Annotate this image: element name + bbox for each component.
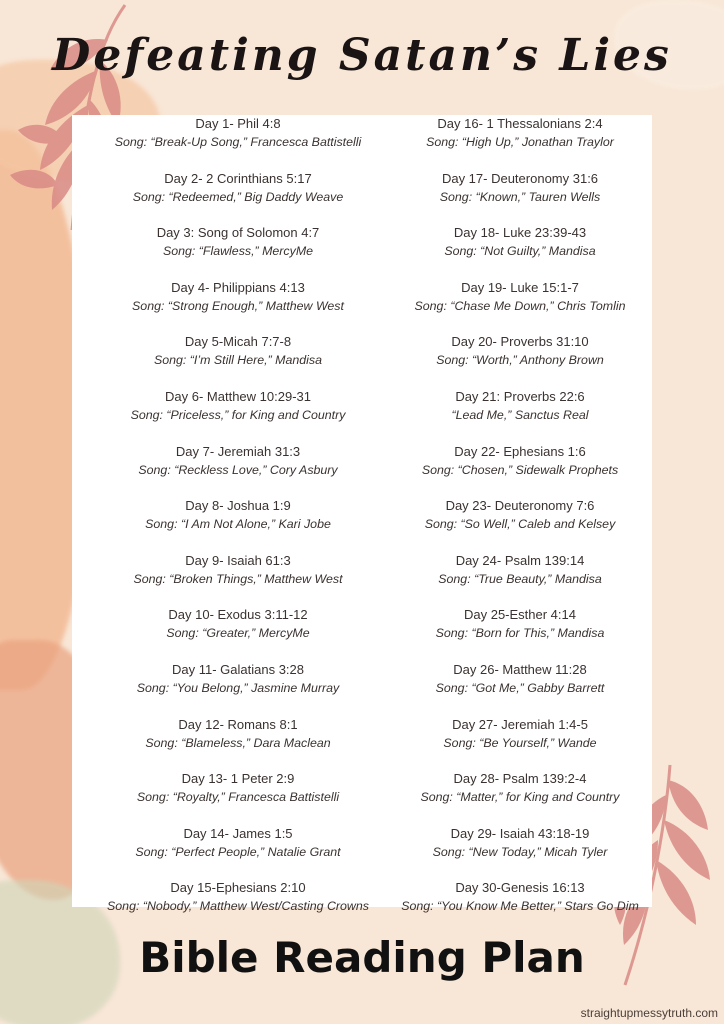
entry-day: Day 20- Proverbs 31:10	[451, 334, 589, 350]
entry-day: Day 17- Deuteronomy 31:6	[441, 170, 599, 186]
entry-song: Song: “Flawless,” MercyMe	[162, 244, 314, 259]
entry-day: Day 1- Phil 4:8	[195, 116, 281, 131]
plan-entry	[78, 170, 398, 225]
entry-day: Day 5-Micah 7:7-8	[184, 334, 292, 350]
entry-song: Song: “Nobody,” Matthew West/Casting Crowns	[107, 899, 369, 914]
entry-day: Day 23- Deuteronomy 7:6	[445, 498, 595, 514]
entry-song: Song: “Priceless,” for King and Country	[130, 407, 346, 422]
entry-day: Day 29- Isaiah 43:18-19	[450, 825, 590, 841]
plan-entry	[360, 661, 680, 716]
entry-day: Day 28- Psalm 139:2-4	[453, 771, 587, 787]
entry-day: Day 12- Romans 8:1	[178, 716, 298, 732]
entry-song: Song: “High Up,” Jonathan Traylor	[426, 135, 614, 149]
plan-entry	[360, 333, 680, 388]
entry-song: Song: “New Today,” Micah Tyler	[432, 844, 608, 859]
entry-song: Song: “Greater,” MercyMe	[166, 626, 310, 641]
entry-song: Song: “Redeemed,” Big Daddy Weave	[132, 189, 344, 204]
entry-day: Day 26- Matthew 11:28	[453, 661, 587, 677]
entry-day: Day 3: Song of Solomon 4:7	[156, 225, 320, 241]
plan-entry	[78, 388, 398, 443]
entry-day: Day 7- Jeremiah 31:3	[175, 443, 301, 459]
entry-song: Song: “Born for This,” Mandisa	[435, 626, 605, 641]
entry-song: Song: “So Well,” Caleb and Kelsey	[424, 517, 616, 532]
plan-entry	[78, 825, 398, 880]
entry-day: Day 16- 1 Thessalonians 2:4	[437, 116, 603, 131]
entry-day: Day 24- Psalm 139:14	[455, 552, 585, 568]
page-title: Defeating Satan’s Lies	[52, 30, 672, 81]
entry-day: Day 22- Ephesians 1:6	[454, 443, 586, 459]
entry-day: Day 19- Luke 15:1-7	[461, 279, 579, 295]
plan-entry	[78, 606, 398, 661]
entry-day: Day 6- Matthew 10:29-31	[165, 388, 311, 404]
plan-entry	[78, 552, 398, 607]
plan-entry	[78, 770, 398, 825]
entry-song: Song: “You Know Me Better,” Stars Go Dim	[401, 899, 639, 914]
plan-entry	[360, 279, 680, 334]
right-column	[360, 115, 680, 934]
plan-entry	[360, 770, 680, 825]
plan-entry	[360, 606, 680, 661]
entry-song: Song: “Reckless Love,” Cory Asbury	[138, 462, 338, 477]
plan-entry	[360, 224, 680, 279]
entry-day: Day 13- 1 Peter 2:9	[181, 771, 295, 787]
entry-day: Day 25-Esther 4:14	[463, 607, 576, 623]
entry-day: Day 14- James 1:5	[183, 825, 293, 841]
entry-song: Song: “Break-Up Song,” Francesca Battistelli	[114, 135, 362, 149]
plan-entry	[360, 443, 680, 498]
entry-day: Day 10- Exodus 3:11-12	[168, 607, 308, 623]
plan-entry	[78, 224, 398, 279]
entry-song: Song: “Chosen,” Sidewalk Prophets	[421, 462, 619, 477]
entry-day: Day 11- Galatians 3:28	[172, 661, 304, 677]
entry-song: Song: “Worth,” Anthony Brown	[436, 353, 604, 368]
entry-day: Day 21: Proverbs 22:6	[455, 388, 585, 404]
entry-day: Day 4- Philippians 4:13	[171, 279, 305, 295]
plan-entry	[78, 279, 398, 334]
entry-song: Song: “Matter,” for King and Country	[420, 790, 620, 805]
plan-entry	[360, 879, 680, 934]
entry-song: Song: “You Belong,” Jasmine Murray	[136, 680, 340, 695]
entry-day: Day 2- 2 Corinthians 5:17	[164, 170, 312, 186]
plan-entry	[360, 552, 680, 607]
entry-day: Day 8- Joshua 1:9	[185, 498, 291, 514]
plan-entry	[360, 388, 680, 443]
entry-song: Song: “Strong Enough,” Matthew West	[132, 298, 344, 313]
entry-song: Song: “Broken Things,” Matthew West	[133, 571, 343, 586]
plan-entry	[360, 170, 680, 225]
website-url: straightupmessytruth.com	[580, 1006, 718, 1020]
entry-song: “Lead Me,” Sanctus Real	[451, 407, 589, 422]
plan-entry	[78, 716, 398, 771]
entry-song: Song: “Known,” Tauren Wells	[439, 189, 601, 204]
plan-entry	[78, 661, 398, 716]
entry-day: Day 18- Luke 23:39-43	[453, 225, 587, 241]
plan-heading: Bible Reading Plan	[139, 933, 585, 982]
entry-song: Song: “Chase Me Down,” Chris Tomlin	[414, 298, 626, 313]
plan-entry	[360, 115, 680, 170]
plan-entry	[360, 497, 680, 552]
entry-song: Song: “Be Yourself,” Wande	[443, 735, 597, 750]
entry-song: Song: “Blameless,” Dara Maclean	[145, 735, 331, 750]
entry-song: Song: “I’m Still Here,” Mandisa	[153, 353, 323, 368]
entry-song: Song: “Got Me,” Gabby Barrett	[435, 680, 605, 695]
entry-song: Song: “Not Guilty,” Mandisa	[444, 244, 596, 259]
entry-song: Song: “Royalty,” Francesca Battistelli	[136, 790, 340, 805]
entry-day: Day 15-Ephesians 2:10	[170, 880, 306, 896]
left-column	[78, 115, 398, 934]
entry-day: Day 30-Genesis 16:13	[455, 880, 585, 896]
plan-entry	[78, 879, 398, 934]
plan-entry	[78, 333, 398, 388]
plan-entry	[78, 443, 398, 498]
entry-song: Song: “I Am Not Alone,” Kari Jobe	[145, 517, 331, 532]
entry-song: Song: “True Beauty,” Mandisa	[438, 571, 602, 586]
entry-day: Day 9- Isaiah 61:3	[185, 552, 291, 568]
entry-song: Song: “Perfect People,” Natalie Grant	[135, 844, 341, 859]
plan-entry	[360, 825, 680, 880]
plan-entry	[78, 115, 398, 170]
entry-day: Day 27- Jeremiah 1:4-5	[452, 716, 588, 732]
plan-entry	[78, 497, 398, 552]
plan-entry	[360, 716, 680, 771]
